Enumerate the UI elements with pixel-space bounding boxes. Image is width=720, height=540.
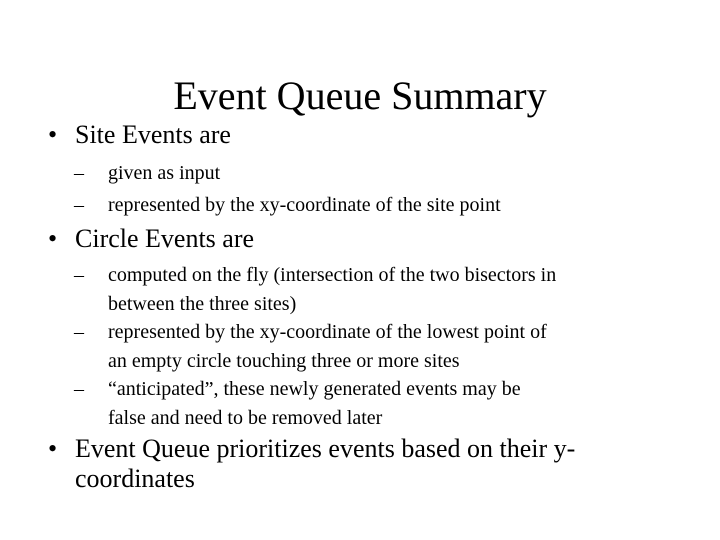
sub-item-line: “anticipated”, these newly generated events may be xyxy=(108,378,521,400)
dash-icon: – xyxy=(74,194,84,216)
bullet-text: Site Events are xyxy=(75,120,231,149)
slide-title: Event Queue Summary xyxy=(173,73,547,118)
bullet-line: Event Queue prioritizes events based on their y- xyxy=(75,434,576,463)
bullet-text xyxy=(75,434,665,494)
sub-item-text: given as input xyxy=(108,162,221,184)
sub-item-line: an empty circle touching three or more sites xyxy=(108,350,460,372)
sub-item-text: represented by the xy-coordinate of the site point xyxy=(108,194,501,216)
sub-item-line: computed on the fly (intersection of the two bisectors in xyxy=(108,264,557,286)
sub-item-line: false and need to be removed later xyxy=(108,407,383,429)
dash-icon: – xyxy=(74,162,84,184)
bullet-line: coordinates xyxy=(75,464,195,493)
sub-item-text xyxy=(108,375,674,433)
sub-item-line: represented by the xy-coordinate of the lowest point of xyxy=(108,321,547,343)
sub-item-text xyxy=(108,318,674,376)
bullet-icon: • xyxy=(48,120,58,149)
bullet-icon: • xyxy=(48,434,58,463)
sub-item-line: between the three sites) xyxy=(108,293,297,315)
sub-item-text xyxy=(108,261,674,319)
dash-icon: – xyxy=(74,264,84,286)
bullet-text: Circle Events are xyxy=(75,224,255,253)
bullet-icon: • xyxy=(48,224,58,253)
dash-icon: – xyxy=(74,321,84,343)
dash-icon: – xyxy=(74,378,84,400)
